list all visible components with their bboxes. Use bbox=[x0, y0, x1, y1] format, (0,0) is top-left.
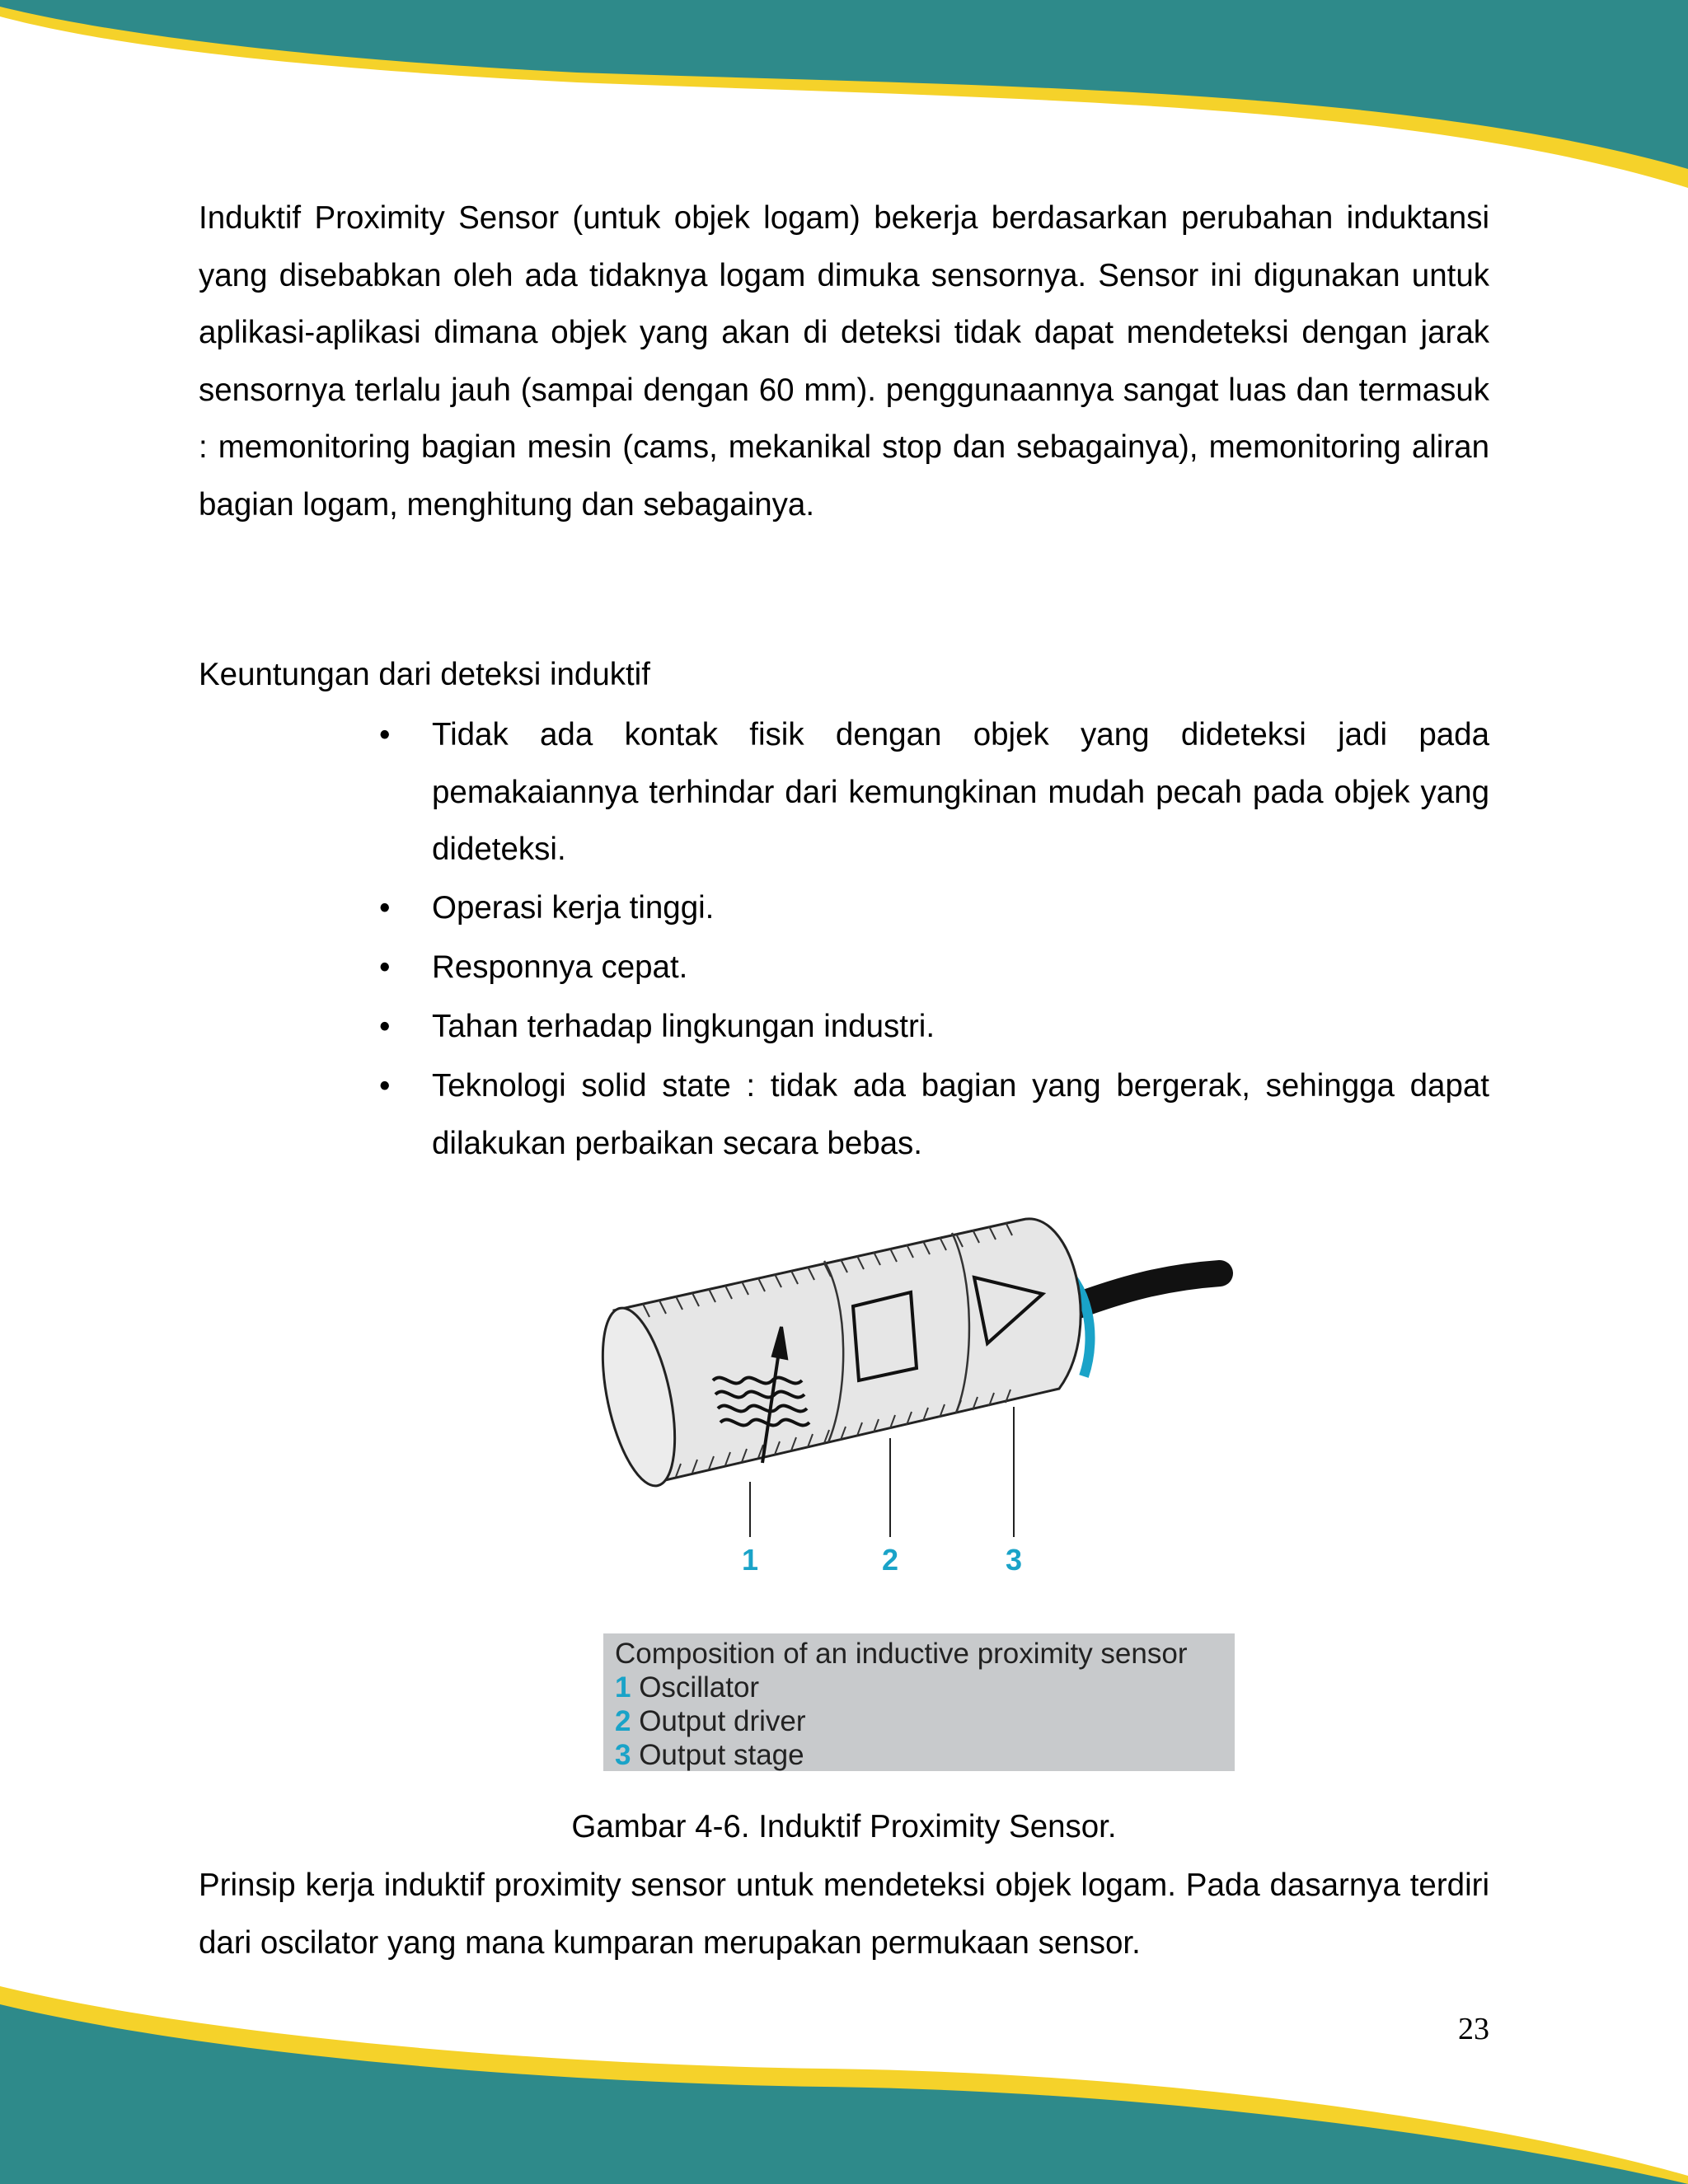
bullet-icon: • bbox=[379, 890, 391, 926]
label-output-stage: 3 bbox=[1005, 1543, 1023, 1577]
inductive-sensor-illustration bbox=[593, 1203, 1253, 1582]
bullet-icon: • bbox=[379, 717, 391, 752]
bullet-icon: • bbox=[379, 1068, 391, 1104]
legend-item: 2 Output driver bbox=[615, 1705, 806, 1737]
footer-wave-decoration bbox=[0, 1961, 1688, 2184]
label-oscillator: 1 bbox=[741, 1543, 759, 1577]
bullet-icon: • bbox=[379, 949, 391, 985]
page-number: 23 bbox=[1458, 2012, 1489, 2046]
list-item-text: Tahan terhadap lingkungan industri. bbox=[432, 1009, 935, 1044]
intro-paragraph: Induktif Proximity Sensor (untuk objek logam) bekerja berdasarkan perubahan induktansi yang disebabkan oleh ada tidaknya logam dimuka sensornya. Sensor ini digunakan untuk aplikasi-aplikasi dimana objek yang akan di deteksi tidak dapat mendeteksi dengan jarak sensornya terlalu jauh (sampai dengan 60 mm). penggunaannya sangat luas dan termasuk : memonitoring bagian mesin (cams, mekanikal stop dan sebagainya), memonitoring aliran bagian logam, menghitung dan sebagainya. bbox=[199, 200, 1489, 523]
legend-title: Composition of an inductive proximity sensor bbox=[615, 1638, 1188, 1670]
list-item-text: Teknologi solid state : tidak ada bagian yang bergerak, sehingga dapat dilakukan perbaikan secara bebas. bbox=[432, 1068, 1489, 1161]
principle-paragraph: Prinsip kerja induktif proximity sensor untuk mendeteksi objek logam. Pada dasarnya terdiri dari oscilator yang mana kumparan merupakan permukaan sensor. bbox=[199, 1868, 1489, 1961]
bullet-icon: • bbox=[379, 1009, 391, 1044]
label-output-driver: 2 bbox=[881, 1543, 899, 1577]
legend-item: 3 Output stage bbox=[615, 1739, 804, 1771]
legend-item: 1 Oscillator bbox=[615, 1671, 760, 1704]
list-item-text: Tidak ada kontak fisik dengan objek yang dideteksi jadi pada pemakaiannya terhindar dari kemungkinan mudah pecah pada objek yang dideteksi. bbox=[432, 717, 1489, 867]
figure-legend bbox=[603, 1633, 1235, 1771]
advantages-heading: Keuntungan dari deteksi induktif bbox=[199, 657, 650, 692]
header-wave-decoration bbox=[0, 0, 1688, 198]
list-item-text: Operasi kerja tinggi. bbox=[432, 890, 715, 926]
figure-caption: Gambar 4-6. Induktif Proximity Sensor. bbox=[571, 1809, 1117, 1844]
list-item-text: Responnya cepat. bbox=[432, 949, 688, 985]
